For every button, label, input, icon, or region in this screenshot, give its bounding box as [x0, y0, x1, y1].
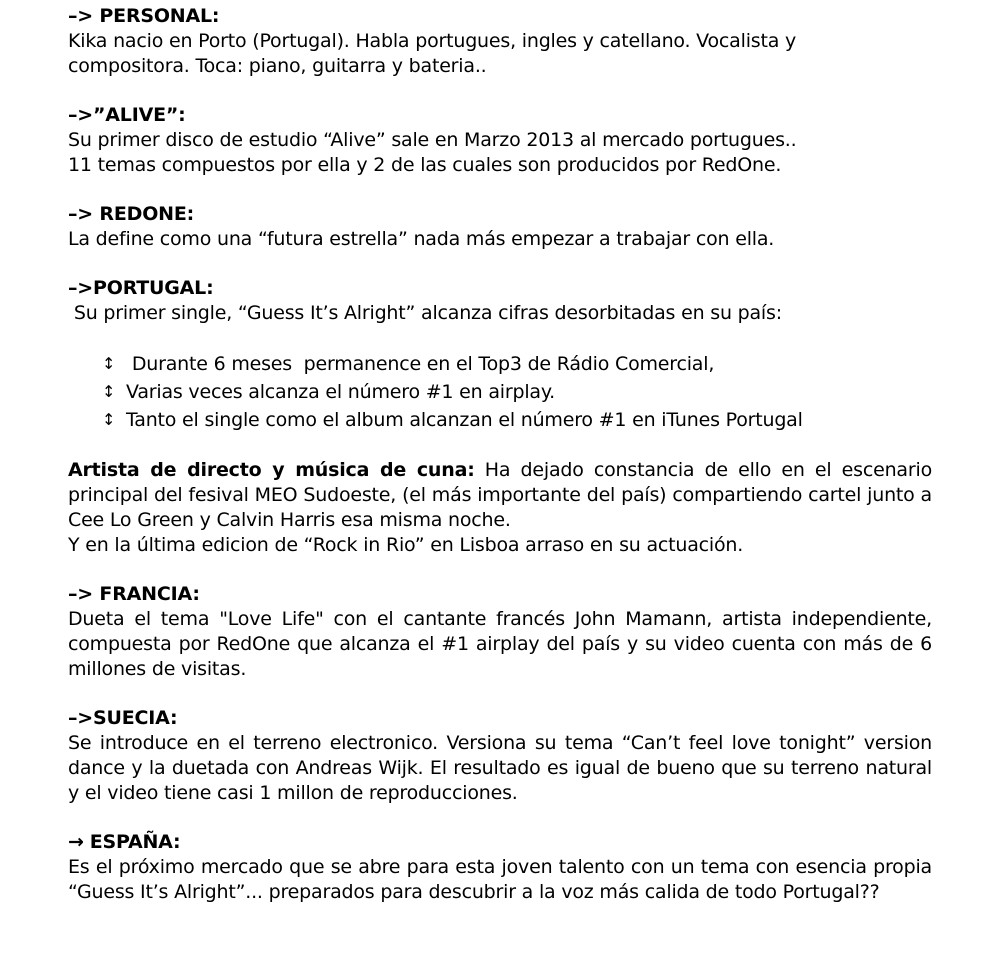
- francia-paragraph: Dueta el tema "Love Life" con el cantante francés John Mamann, artista independiente, compuesta por RedOne que alcanza el #1 airplay del país y su video cuenta con más de 6 millones de visitas.: [68, 608, 932, 680]
- artista-line-2: Y en la última edicion de “Rock in Rio” en Lisboa arraso en su actuación.: [68, 534, 744, 556]
- section-personal: [68, 4, 932, 79]
- section-suecia: [68, 706, 932, 806]
- artista-text: Ha dejado constancia de ello en el escenario principal del fesival MEO Sudoeste, (el más importante del país) compartiendo cartel junto a Cee Lo Green y Calvin Harris esa misma noche.: [68, 459, 932, 531]
- portugal-bullet-list: [68, 350, 932, 434]
- heading-redone: –> REDONE:: [68, 203, 195, 225]
- document-body: [68, 4, 932, 905]
- bullet-text: Durante 6 meses permanence en el Top3 de Rádio Comercial,: [126, 353, 715, 375]
- artista-bold-lead: Artista de directo y música de cuna:: [68, 459, 475, 481]
- heading-suecia: –>SUECIA:: [68, 707, 178, 729]
- section-francia: [68, 582, 932, 682]
- section-espana: [68, 830, 932, 905]
- redone-line-1: La define como una “futura estrella” nada más empezar a trabajar con ella.: [68, 228, 775, 250]
- heading-espana: ESPAÑA:: [89, 831, 181, 853]
- section-artista: [68, 458, 932, 558]
- heading-personal: –> PERSONAL:: [68, 5, 220, 27]
- section-redone: [68, 202, 932, 252]
- list-item: [102, 350, 932, 378]
- alive-line-1: Su primer disco de estudio “Alive” sale en Marzo 2013 al mercado portugues..: [68, 129, 797, 151]
- heading-francia: –> FRANCIA:: [68, 583, 200, 605]
- personal-line-1: Kika nacio en Porto (Portugal). Habla portugues, ingles y catellano. Vocalista y: [68, 30, 797, 52]
- suecia-paragraph: Se introduce en el terreno electronico. Versiona su tema “Can’t feel love tonight” version dance y la duetada con Andreas Wijk. El resultado es igual de bueno que su terreno natural y el video tiene casi 1 millon de reproducciones.: [68, 732, 932, 804]
- artista-paragraph: [68, 458, 932, 533]
- list-item: [102, 378, 932, 406]
- espana-paragraph: Es el próximo mercado que se abre para esta joven talento con un tema con esencia propia “Guess It’s Alright”... preparados para descubrir a la voz más calida de todo Portugal??: [68, 856, 932, 903]
- personal-line-2: compositora. Toca: piano, guitarra y bateria..: [68, 55, 487, 77]
- arrow-right-icon: →: [68, 831, 84, 853]
- heading-portugal: –>PORTUGAL:: [68, 277, 214, 299]
- heading-alive: –>”ALIVE”:: [68, 104, 186, 126]
- section-alive: [68, 103, 932, 178]
- bullet-icon: ↕: [102, 382, 116, 401]
- portugal-intro: Su primer single, “Guess It’s Alright” alcanza cifras desorbitadas en su país:: [68, 302, 782, 324]
- list-item: [102, 406, 932, 434]
- section-portugal: [68, 276, 932, 434]
- bullet-text: Varias veces alcanza el número #1 en airplay.: [126, 381, 556, 403]
- bullet-icon: ↕: [102, 410, 116, 429]
- heading-espana-row: [68, 830, 932, 855]
- bullet-text: Tanto el single como el album alcanzan el número #1 en iTunes Portugal: [126, 409, 803, 431]
- alive-line-2: 11 temas compuestos por ella y 2 de las cuales son producidos por RedOne.: [68, 154, 782, 176]
- bullet-icon: ↕: [102, 354, 116, 373]
